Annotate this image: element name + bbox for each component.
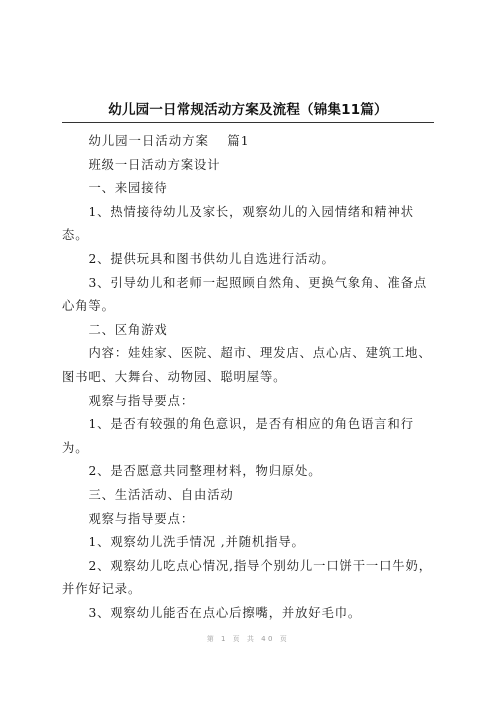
section-heading: 幼儿园一日活动方案 篇1 <box>88 134 250 148</box>
paragraph: 观察与指导要点： <box>88 393 195 408</box>
paragraph: 2、观察幼儿吃点心情况,指导个别幼儿一口饼干一口牛奶，并作好记录。 <box>62 558 432 597</box>
paragraph: 3、引导幼儿和老师一起照顾自然角、更换气象角、准备点心角等。 <box>62 275 428 314</box>
paragraph: 3、观察幼儿能否在点心后擦嘴，并放好毛巾。 <box>88 605 362 620</box>
paragraph: 1、是否有较强的角色意识，是否有相应的角色语言和行为。 <box>62 417 414 455</box>
title-divider <box>62 122 434 123</box>
paragraph: 2、提供玩具和图书供幼儿自选进行活动。 <box>88 251 335 266</box>
paragraph: 观察与指导要点： <box>88 511 195 526</box>
document-title: 幼儿园一日常规活动方案及流程（锦集11篇） <box>108 102 388 118</box>
paragraph: 1、热情接待幼儿及家长，观察幼儿的入园情绪和精神状态。 <box>62 204 414 243</box>
document-body <box>62 130 436 625</box>
paragraph: 内容：娃娃家、医院、超市、理发店、点心店、建筑工地、图书吧、大舞台、动物园、聪明屋等。 <box>62 346 432 384</box>
section-heading: 二、区角游戏 <box>88 322 168 337</box>
paragraph: 班级一日活动方案设计 <box>88 157 221 172</box>
paragraph: 2、是否愿意共同整理材料，物归原处。 <box>88 464 322 479</box>
paragraph: 1、观察幼儿洗手情况 ,并随机指导。 <box>88 535 305 550</box>
section-heading: 一、来园接待 <box>88 181 168 196</box>
page-number: 第 1 页 共 40 页 <box>206 635 290 643</box>
section-heading: 三、生活活动、自由活动 <box>88 487 234 502</box>
